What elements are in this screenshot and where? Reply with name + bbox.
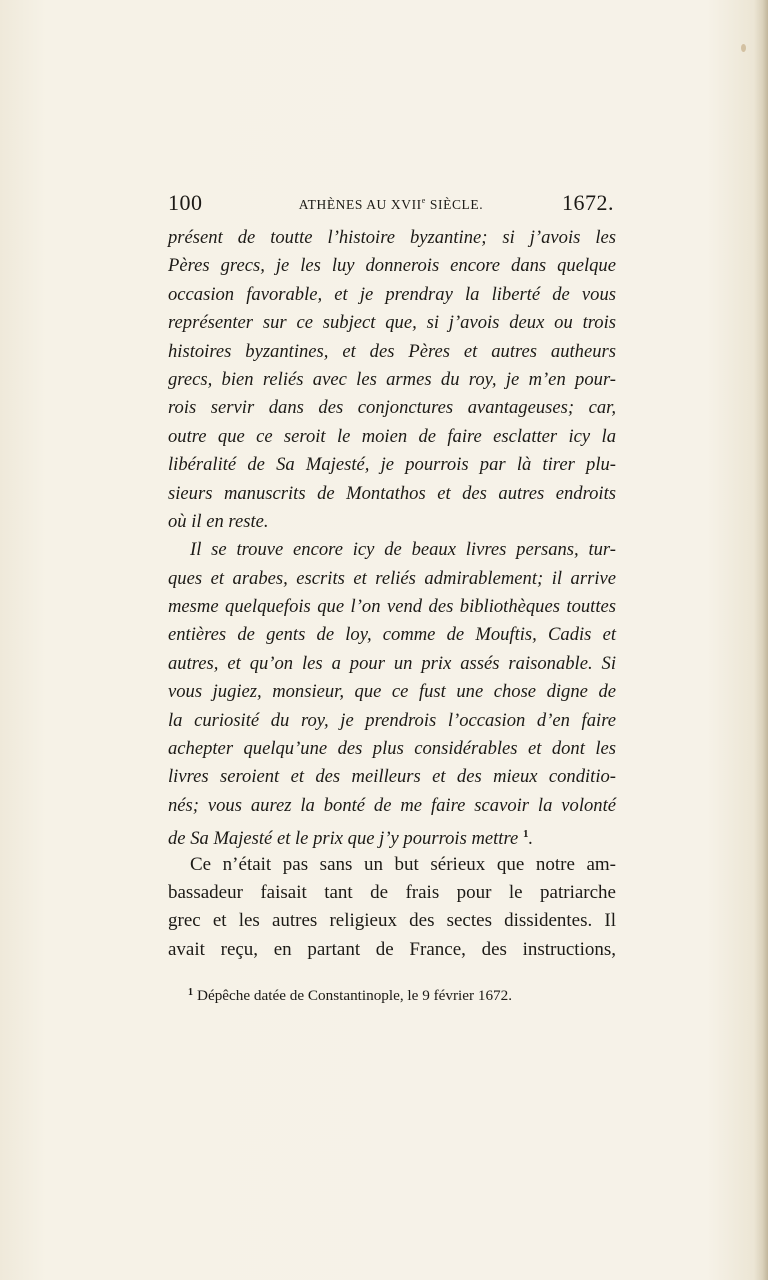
text-line-last <box>168 820 616 848</box>
quote-last-punct: . <box>528 828 534 850</box>
text-line: autres, et qu’on les a pour un prix assés raisonable. Si <box>168 652 616 674</box>
text-line: vous jugiez, monsieur, que ce fust une chose digne de <box>168 681 616 703</box>
text-line: représenter sur ce subject que, si j’avois deux ou trois <box>168 312 616 334</box>
text-line: bassadeur faisait tant de frais pour le patriarche <box>168 881 616 903</box>
text-line: grec et les autres religieux des sectes dissidentes. Il <box>168 910 616 932</box>
main-text <box>168 224 616 964</box>
running-head-superscript: e <box>421 196 426 205</box>
text-line: Il se trouve encore icy de beaux livres persans, tur- <box>190 539 616 561</box>
text-line: Ce n’était pas sans un but sérieux que notre am- <box>190 853 616 875</box>
running-head-prefix: ATHÈNES AU XVII <box>298 197 422 212</box>
text-line: entières de gents de loy, comme de Mouftis, Cadis et <box>168 624 616 646</box>
paper-stain <box>741 44 746 52</box>
footnote <box>188 982 608 1007</box>
text-line: achepter quelqu’une des plus considérables et dont les <box>168 738 616 760</box>
text-line: avait reçu, en partant de France, des instructions, <box>168 938 616 960</box>
quote-paragraph-1 <box>168 224 616 536</box>
text-line: sieurs manuscrits de Montathos et des autres endroits <box>168 482 616 504</box>
text-line: histoires byzantines, et des Pères et autres autheurs <box>168 340 616 362</box>
text-line: rois servir dans des conjonctures avantageuses; car, <box>168 397 616 419</box>
footnote-text: Dépêche datée de Constantinople, le 9 février 1672. <box>197 987 513 1004</box>
header-year: 1672. <box>562 190 614 215</box>
quote-paragraph-2 <box>168 536 616 848</box>
text-line: outre que ce seroit le moien de faire esclatter icy la <box>168 425 616 447</box>
quote-last-text: de Sa Majesté et le prix que j’y pourrois mettre <box>168 828 519 850</box>
text-line: la curiosité du roy, je prendrois l’occasion d’en faire <box>168 709 616 731</box>
text-line: libéralité de Sa Majesté, je pourrois par là tirer plu- <box>168 454 616 476</box>
footnote-reference: 1 <box>522 828 529 841</box>
running-header <box>168 190 614 220</box>
page-edge-shadow <box>754 0 768 1280</box>
quoted-letter <box>168 224 616 849</box>
running-head-suffix: SIÈCLE. <box>425 197 484 212</box>
text-line: grecs, bien reliés avec les armes du roy, je m’en pour- <box>168 368 616 390</box>
text-line: livres seroient et des meilleurs et des mieux conditio- <box>168 766 616 788</box>
text-line: nés; vous aurez la bonté de me faire scavoir la volonté <box>168 794 616 816</box>
text-line: ques et arabes, escrits et reliés admirablement; il arrive <box>168 567 616 589</box>
text-line: occasion favorable, et je prendray la liberté de vous <box>168 283 616 305</box>
text-line: mesme quelquefois que l’on vend des bibliothèques touttes <box>168 596 616 618</box>
footnote-marker: 1 <box>188 987 193 998</box>
page-number: 100 <box>168 190 203 215</box>
text-line: Pères grecs, je les luy donnerois encore dans quelque <box>168 255 616 277</box>
running-head-title <box>168 196 614 213</box>
text-line: présent de toutte l’histoire byzantine; si j’avois les <box>168 227 616 248</box>
body-paragraph <box>168 851 616 965</box>
text-line: où il en reste. <box>168 510 269 532</box>
